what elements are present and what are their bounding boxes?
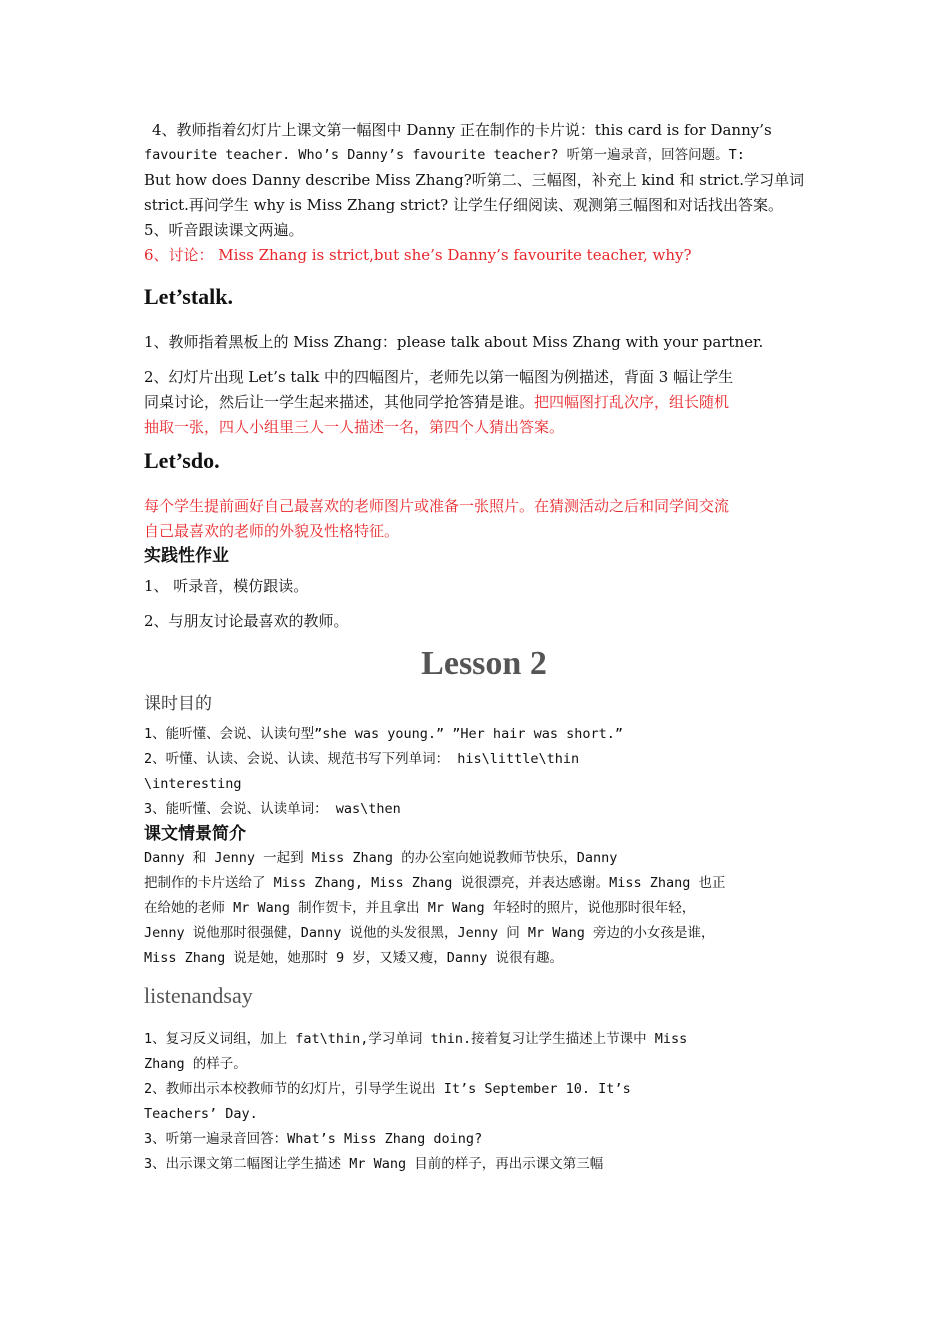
listen-and-say-heading: listenandsay <box>144 983 253 1008</box>
listen-step-3: 3、听第一遍录音回答：What’s Miss Zhang doing? <box>144 1131 483 1147</box>
step-4-line-1: 4、教师指着幻灯片上课文第一幅图中 Danny 正在制作的卡片说：this card is for Danny’s <box>152 121 772 139</box>
homework-heading: 实践性作业 <box>144 546 229 566</box>
talk-step-2-line-2 <box>144 390 824 415</box>
listen-step-4: 3、出示课文第二幅图让学生描述 Mr Wang 目前的样子，再出示课文第三幅 <box>144 1156 604 1172</box>
listen-step-2-line-1: 2、教师出示本校教师节的幻灯片，引导学生说出 It’s September 10. It’s <box>144 1081 631 1097</box>
step-4-line-2: favourite teacher. Who’s Danny’s favourite teacher? 听第一遍录音，回答问题。T: <box>144 147 745 163</box>
step-5: 5、听音跟读课文两遍。 <box>144 221 304 239</box>
step-4-line-4: strict.再问学生 why is Miss Zhang strict? 让学生仔细阅读、观测第三幅图和对话找出答案。 <box>144 196 783 214</box>
listen-step-1-line-2: Zhang 的样子。 <box>144 1056 247 1072</box>
document-page <box>144 118 824 1177</box>
lesson-2-title: Lesson 2 <box>421 645 547 682</box>
intro-line-1: Danny 和 Jenny 一起到 Miss Zhang 的办公室向她说教师节快乐，Danny <box>144 850 618 866</box>
do-line-1: 每个学生提前画好自己最喜欢的老师图片或准备一张照片。在猜测活动之后和同学间交流 <box>144 497 730 515</box>
homework-item-1: 1、 听录音，模仿跟读。 <box>144 577 309 595</box>
goal-1: 1、能听懂、会说、认读句型”she was young.” ”Her hair was short.” <box>144 726 623 742</box>
talk-step-2-line-1: 2、幻灯片出现 Let’s talk 中的四幅图片，老师先以第一幅图为例描述，背面 3 幅让学生 <box>144 368 734 386</box>
talk-step-2-black: 同桌讨论，然后让一学生起来描述，其他同学抢答猜是谁。 <box>144 393 535 411</box>
lets-do-heading: Let’sdo. <box>144 448 220 473</box>
step-6-discussion: 6、讨论： Miss Zhang is strict,but she’s Danny’s favourite teacher, why? <box>144 246 692 264</box>
intro-line-3: 在给她的老师 Mr Wang 制作贺卡，并且拿出 Mr Wang 年轻时的照片，说他那时很年轻， <box>144 900 696 916</box>
goal-3: 3、能听懂、会说、认读单词： was\then <box>144 801 401 817</box>
intro-line-2: 把制作的卡片送给了 Miss Zhang, Miss Zhang 说很漂亮，并表达感谢。Miss Zhang 也正 <box>144 875 726 891</box>
listen-step-1-line-1: 1、复习反义词组，加上 fat\thin,学习单词 thin.接着复习让学生描述上节课中 Miss <box>144 1031 688 1047</box>
talk-step-2-line-3: 抽取一张，四人小组里三人一人描述一名，第四个人猜出答案。 <box>144 418 565 436</box>
intro-heading: 课文情景简介 <box>144 824 246 844</box>
talk-step-2-red: 把四幅图打乱次序，组长随机 <box>534 393 730 411</box>
talk-step-1: 1、教师指着黑板上的 Miss Zhang：please talk about Miss Zhang with your partner. <box>144 333 764 351</box>
listen-step-2-line-2: Teachers’ Day. <box>144 1106 258 1122</box>
step-4-line-3: But how does Danny describe Miss Zhang?听第二、三幅图，补充上 kind 和 strict.学习单词 <box>144 171 805 189</box>
goal-heading: 课时目的 <box>144 694 212 714</box>
goal-2-line-2: \interesting <box>144 776 242 792</box>
intro-line-4: Jenny 说他那时很强健，Danny 说他的头发很黑，Jenny 问 Mr Wang 旁边的小女孩是谁， <box>144 925 715 941</box>
homework-item-2: 2、与朋友讨论最喜欢的教师。 <box>144 612 349 630</box>
do-line-2: 自己最喜欢的老师的外貌及性格特征。 <box>144 522 400 540</box>
goal-2-line-1: 2、听懂、认读、会说、认读、规范书写下列单词： his\little\thin <box>144 751 580 767</box>
lets-talk-heading: Let’stalk. <box>144 284 234 309</box>
intro-line-5: Miss Zhang 说是她，她那时 9 岁，又矮又瘦，Danny 说很有趣。 <box>144 950 564 966</box>
